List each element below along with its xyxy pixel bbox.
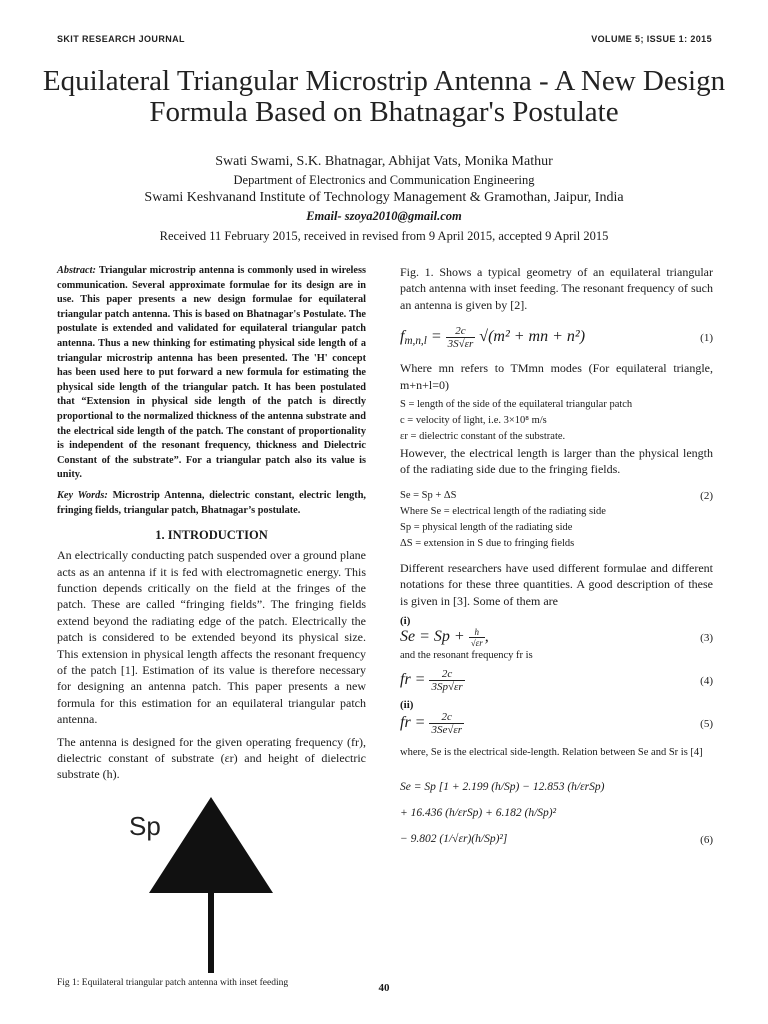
section-heading: 1. INTRODUCTION	[155, 528, 268, 543]
definition-se: Where Se = electrical length of the radiating side	[400, 505, 606, 517]
figure-1	[123, 791, 283, 976]
equation-2	[400, 488, 713, 504]
case-i: (i)	[400, 615, 411, 628]
eq2-number: (2)	[700, 489, 713, 502]
right-paragraph-1: Fig. 1. Shows a typical geometry of an equilateral triangular patch antenna with inset feeding. The resonant frequency of such an antenna is given by [2].	[400, 265, 713, 312]
eq5-den: 3Se√εr	[431, 724, 463, 737]
eq4-number: (4)	[700, 674, 713, 687]
figure-caption: Fig 1: Equilateral triangular patch antenna with inset feeding	[57, 977, 289, 988]
eq5-lhs: fr =	[400, 714, 426, 732]
eq1-num: 2c	[446, 325, 476, 338]
figure-label: Sp	[129, 810, 161, 841]
right-column	[400, 264, 713, 852]
eq5-num: 2c	[429, 711, 464, 724]
left-column	[57, 264, 366, 988]
author-block	[40, 153, 728, 245]
volume-issue: VOLUME 5; ISSUE 1: 2015	[591, 34, 712, 44]
eq1-sub: m,n,l	[404, 335, 427, 348]
right-paragraph-2: Where mn refers to TMmn modes (For equilateral triangle, m+n+l=0)	[400, 361, 713, 392]
institute: Swami Keshvanand Institute of Technology Management & Gramothan, Jaipur, India	[144, 190, 624, 205]
right-paragraph-6: where, Se is the electrical side-length. Relation between Se and Sr is [4]	[400, 747, 703, 759]
equation-3	[400, 627, 713, 648]
definition-ds: ΔS = extension in S due to fringing fields	[400, 537, 575, 549]
abstract	[57, 264, 366, 483]
eq1-number: (1)	[700, 331, 713, 344]
keywords	[57, 489, 366, 518]
eq3-lhs: Se = Sp +	[400, 628, 465, 646]
right-paragraph-5: and the resonant frequency fr is	[400, 650, 533, 662]
keywords-label: Key Words:	[57, 489, 108, 501]
eq6-number: (6)	[700, 834, 713, 847]
journal-name: SKIT RESEARCH JOURNAL	[57, 34, 185, 44]
eq1-lhs: f	[400, 328, 405, 346]
eq3-number: (3)	[700, 631, 713, 644]
definition-c: c = velocity of light, i.e. 3×10⁸ m/s	[400, 415, 547, 427]
eq4-den: 3Sp√εr	[431, 681, 463, 694]
eq3-den: √εr	[470, 638, 483, 649]
definitions-1	[400, 397, 713, 445]
intro-paragraph-1: An electrically conducting patch suspended over a ground plane acts as an antenna if it is fed with electromagnetic energy. This function depends critically on the field at the fringes of the patch. These are called “fringing fields”. The fringing fields extend beyond the radiating edge of the patch. Electrically the patch is considered to be extended beyond its physical size. This extension in physical length affects the resonant frequency of the patch [1]. Estimation of its value is therefore necessary for designing an antenna patch. This paper presents a new formula for this estimation for an equilateral triangular patch antenna.	[57, 548, 366, 727]
equation-4	[400, 668, 713, 693]
keywords-text: Microstrip Antenna, dielectric constant, electric length, fringing fields, triangular patch, Bhatnagar’s postulate.	[57, 489, 367, 516]
eq6-line-1: Se = Sp [1 + 2.199 (h/Sp) − 12.853 (h/εrSp)	[400, 781, 605, 794]
eq5-number: (5)	[700, 717, 713, 730]
eq4-lhs: fr =	[400, 671, 426, 689]
eq1-root: √(m² + mn + n²)	[479, 328, 586, 346]
right-paragraph-3: However, the electrical length is larger than the physical length of the radiating side due to the fringing fields.	[400, 446, 713, 477]
eq2-text: Se = Sp + ΔS	[400, 489, 457, 501]
eq6-line-2: + 16.436 (h/εrSp) + 6.182 (h/Sp)²	[400, 807, 557, 820]
case-ii: (ii)	[400, 699, 414, 712]
right-paragraph-4: Different researchers have used different formulae and different notations for these three quantities. A good description of these is given in [3]. Some of them are	[400, 560, 713, 608]
definition-s: S = length of the side of the equilateral triangular patch	[400, 399, 633, 411]
definition-er: εr = dielectric constant of the substrate.	[400, 431, 566, 443]
equation-1: $f_{m,n,l}$ = $\frac{2c}{3S√\varepsilon r}$ √(m² + mn + n²) (1)	[400, 325, 713, 351]
authors: Swati Swami, S.K. Bhatnagar, Abhijat Vats, Monika Mathur	[215, 154, 553, 169]
triangle-antenna-diagram	[123, 791, 283, 976]
eq3-num: h	[469, 627, 485, 638]
equation-6	[400, 774, 713, 852]
equation-5	[400, 711, 713, 736]
received-dates: Received 11 February 2015, received in revised from 9 April 2015, accepted 9 April 2015	[159, 229, 609, 243]
eq6-line-3: − 9.802 (1/√εr)(h/Sp)²]	[400, 833, 508, 846]
intro-paragraph-2: The antenna is designed for the given operating frequency (fr), dielectric constant of substrate (εr) and height of dielectric substrate (h).	[57, 734, 366, 782]
abstract-text: Triangular microstrip antenna is commonly used in wireless communication. Several approximate formulae for its design are in use. This paper presents a new design formulae for equilateral triangular patch antenna. This is based on Bhatnagar's Postulate. The postulate is extended and validated for equilateral triangular patch antenna. Thus a new thinking for estimating physical side length of a triangular microstrip antenna has been presented. The 'H' concept has been used here to put forward a new formula for estimating the physical side length of the triangular patch. It has been postulated that “Extension in physical side length of the patch is directly proportional to the normalized thickness of the antenna substrate and the electrical side length of the patch. The constant of proportionality is independent of the resonant frequency, thickness and Dielectric Constant of the substrate”. For a triangular patch also its value is unity.	[57, 265, 367, 481]
eq1-den: 3S√εr	[447, 338, 474, 351]
definition-sp: Sp = physical length of the radiating side	[400, 521, 573, 533]
eq4-num: 2c	[429, 668, 464, 681]
page-number: 40	[378, 982, 390, 994]
abstract-label: Abstract:	[57, 265, 96, 276]
email: Email- szoya2010@gmail.com	[306, 209, 462, 223]
paper-title: Equilateral Triangular Microstrip Antenna - A New Design Formula Based on Bhatnagar's Postulate	[42, 65, 726, 128]
department: Department of Electronics and Communication Engineering	[233, 173, 535, 187]
definitions-2	[400, 504, 713, 552]
eq3-tail: ,	[484, 628, 489, 646]
